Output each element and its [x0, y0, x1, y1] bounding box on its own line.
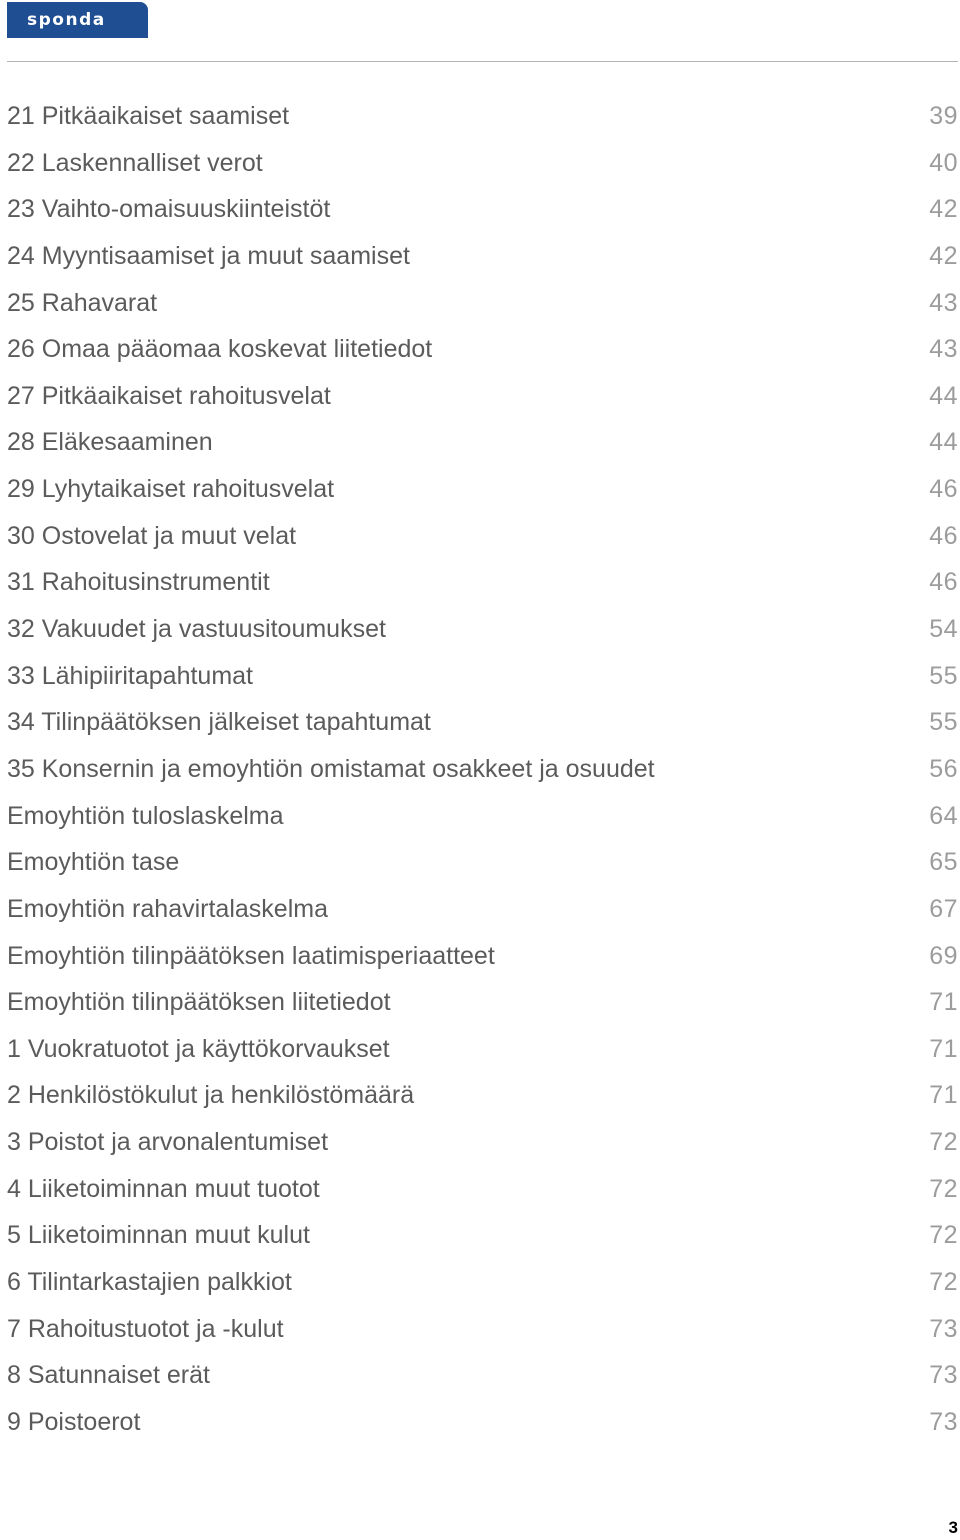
toc-entry-page: 46: [929, 568, 958, 597]
toc-entry[interactable]: [7, 140, 958, 187]
toc-entry[interactable]: [7, 1026, 958, 1073]
toc-entry[interactable]: [7, 746, 958, 793]
toc-entry-title: Emoyhtiön tilinpäätöksen liitetiedot: [7, 988, 391, 1017]
toc-entry[interactable]: [7, 466, 958, 513]
toc-entry[interactable]: [7, 186, 958, 233]
toc-entry-page: 46: [929, 475, 958, 504]
toc-entry-page: 44: [929, 381, 958, 410]
toc-entry-title: 6 Tilintarkastajien palkkiot: [7, 1268, 292, 1297]
toc-entry-title: 23 Vaihto-omaisuuskiinteistöt: [7, 195, 331, 224]
toc-entry-page: 73: [929, 1361, 958, 1390]
toc-entry-page: 71: [929, 988, 958, 1017]
toc-entry-title: 7 Rahoitustuotot ja -kulut: [7, 1314, 284, 1343]
toc-entry-title: 2 Henkilöstökulut ja henkilöstömäärä: [7, 1081, 415, 1110]
toc-entry-page: 73: [929, 1407, 958, 1436]
toc-entry-page: 39: [929, 102, 958, 130]
toc-entry[interactable]: [7, 280, 958, 327]
toc-entry-title: 1 Vuokratuotot ja käyttökorvaukset: [7, 1034, 390, 1063]
toc-entry-page: 56: [929, 754, 958, 783]
toc-entry-title: 22 Laskennalliset verot: [7, 148, 263, 177]
toc-entry-title: 29 Lyhytaikaiset rahoitusvelat: [7, 475, 335, 504]
toc-entry-title: 35 Konsernin ja emoyhtiön omistamat osakkeet ja osuudet: [7, 754, 655, 783]
toc-entry[interactable]: [7, 419, 958, 466]
logo-wordmark: sponda: [27, 10, 106, 30]
toc-entry-title: 32 Vakuudet ja vastuusitoumukset: [7, 615, 386, 644]
toc-entry-page: 40: [929, 148, 958, 177]
toc-entry[interactable]: [7, 699, 958, 746]
toc-entry-page: 55: [929, 708, 958, 737]
toc-entry[interactable]: [7, 1259, 958, 1306]
toc-entry-page: 43: [929, 335, 958, 364]
toc-entry[interactable]: [7, 979, 958, 1026]
toc-entry-title: 4 Liiketoiminnan muut tuotot: [7, 1174, 320, 1203]
toc-entry-page: 72: [929, 1128, 958, 1157]
toc-entry[interactable]: [7, 373, 958, 420]
toc-entry-page: 72: [929, 1268, 958, 1297]
toc-entry-page: 71: [929, 1034, 958, 1063]
toc-entry[interactable]: [7, 1119, 958, 1166]
toc-entry-title: 33 Lähipiiritapahtumat: [7, 661, 253, 690]
toc-entry[interactable]: [7, 933, 958, 980]
toc-entry-title: 30 Ostovelat ja muut velat: [7, 521, 297, 550]
toc-entry-page: 46: [929, 521, 958, 550]
toc-entry[interactable]: [7, 1399, 958, 1446]
toc-entry-title: 21 Pitkäaikaiset saamiset: [7, 102, 290, 130]
toc-entry-title: 31 Rahoitusinstrumentit: [7, 568, 270, 597]
toc-entry[interactable]: [7, 1072, 958, 1119]
header-divider: [7, 61, 958, 62]
toc-entry[interactable]: [7, 93, 958, 140]
toc-entry-page: 72: [929, 1174, 958, 1203]
toc-entry-title: Emoyhtiön tilinpäätöksen laatimisperiaatteet: [7, 941, 495, 970]
toc-entry[interactable]: [7, 653, 958, 700]
toc-entry[interactable]: [7, 1352, 958, 1399]
toc-entry-title: Emoyhtiön tuloslaskelma: [7, 801, 284, 830]
toc-entry-page: 42: [929, 241, 958, 270]
toc-entry-title: 8 Satunnaiset erät: [7, 1361, 210, 1390]
toc-entry-title: 24 Myyntisaamiset ja muut saamiset: [7, 241, 410, 270]
toc-entry[interactable]: [7, 1166, 958, 1213]
toc-entry[interactable]: [7, 326, 958, 373]
sponda-logo: [7, 2, 148, 38]
toc-entry[interactable]: [7, 839, 958, 886]
page-number: 3: [948, 1518, 958, 1537]
toc-entry-title: 34 Tilinpäätöksen jälkeiset tapahtumat: [7, 708, 431, 737]
toc-entry[interactable]: [7, 606, 958, 653]
toc-entry-page: 71: [929, 1081, 958, 1110]
toc-entry-page: 43: [929, 288, 958, 317]
toc-entry-page: 69: [929, 941, 958, 970]
toc-entry-title: 25 Rahavarat: [7, 288, 158, 317]
toc-entry[interactable]: [7, 1306, 958, 1353]
toc-entry-page: 54: [929, 615, 958, 644]
toc-entry-page: 65: [929, 848, 958, 877]
toc-entry-page: 55: [929, 661, 958, 690]
toc-entry-title: 27 Pitkäaikaiset rahoitusvelat: [7, 381, 331, 410]
toc-entry[interactable]: [7, 886, 958, 933]
toc-entry-page: 72: [929, 1221, 958, 1250]
toc-entry-title: 5 Liiketoiminnan muut kulut: [7, 1221, 310, 1250]
toc-entry-title: Emoyhtiön tase: [7, 848, 180, 877]
toc-entry-page: 42: [929, 195, 958, 224]
toc-entry-title: 28 Eläkesaaminen: [7, 428, 213, 457]
toc-entry-page: 73: [929, 1314, 958, 1343]
toc-entry-title: 9 Poistoerot: [7, 1407, 141, 1436]
toc-entry[interactable]: [7, 233, 958, 280]
toc-entry-page: 44: [929, 428, 958, 457]
toc-entry[interactable]: [7, 793, 958, 840]
toc-entry-title: 26 Omaa pääomaa koskevat liitetiedot: [7, 335, 433, 364]
toc-entry-title: Emoyhtiön rahavirtalaskelma: [7, 894, 328, 923]
toc-entry[interactable]: [7, 559, 958, 606]
toc-entry-page: 67: [929, 894, 958, 923]
toc-entry[interactable]: [7, 513, 958, 560]
toc-entry-title: 3 Poistot ja arvonalentumiset: [7, 1128, 329, 1157]
table-of-contents: [7, 93, 958, 1446]
toc-entry[interactable]: [7, 1212, 958, 1259]
toc-entry-page: 64: [929, 801, 958, 830]
